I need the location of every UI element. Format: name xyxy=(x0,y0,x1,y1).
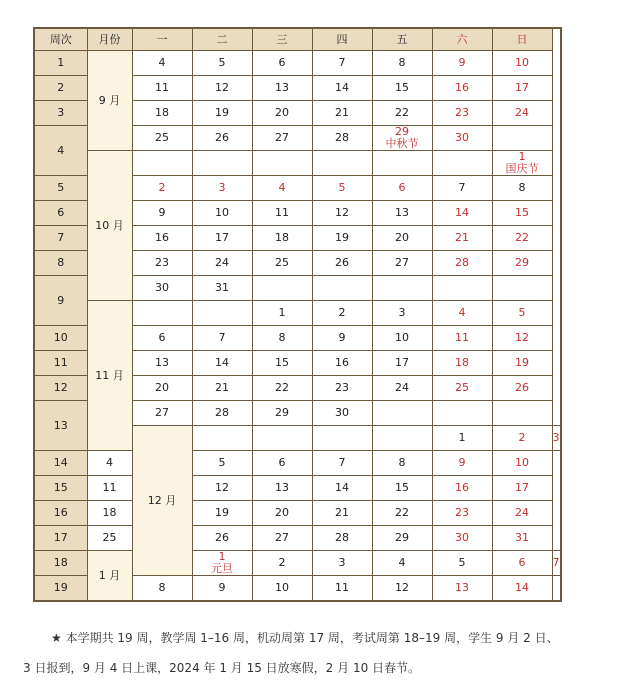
day-cell: 27 xyxy=(372,251,432,276)
day-cell: 11 xyxy=(87,476,132,501)
day-cell: 3 xyxy=(312,551,372,576)
day-cell xyxy=(192,426,252,451)
day-cell: 29 xyxy=(252,401,312,426)
day-cell: 25 xyxy=(252,251,312,276)
day-cell: 2 xyxy=(132,176,192,201)
day-cell: 23 xyxy=(132,251,192,276)
day-cell: 6 xyxy=(132,326,192,351)
day-cell: 19 xyxy=(192,501,252,526)
header-wed: 三 xyxy=(252,28,312,51)
day-cell: 25 xyxy=(87,526,132,551)
day-cell: 2 xyxy=(312,301,372,326)
calendar-title xyxy=(0,0,631,6)
semester-note-line-1: ★ 本学期共 19 周，教学周 1–16 周，机动周第 17 周，考试周第 18–19 周，学生 9 月 2 日、 xyxy=(51,631,559,645)
day-cell: 21 xyxy=(432,226,492,251)
day-cell: 20 xyxy=(252,501,312,526)
day-cell: 22 xyxy=(252,376,312,401)
day-cell: 30 xyxy=(132,276,192,301)
day-cell: 19 xyxy=(492,351,552,376)
header-row xyxy=(34,28,561,51)
holiday-name: 元旦 xyxy=(211,562,233,575)
day-cell: 7 xyxy=(192,326,252,351)
day-cell: 6 xyxy=(372,176,432,201)
day-cell: 28 xyxy=(312,126,372,151)
day-cell: 14 xyxy=(312,476,372,501)
day-cell: 15 xyxy=(492,201,552,226)
day-cell xyxy=(192,301,252,326)
day-cell xyxy=(372,401,432,426)
day-cell: 31 xyxy=(192,276,252,301)
header-week: 周次 xyxy=(34,28,87,51)
day-cell: 7 xyxy=(312,51,372,76)
semester-note-line-2: 3 日报到，9 月 4 日上课，2024 年 1 月 15 日放寒假，2 月 10 日春节。 xyxy=(23,661,421,675)
week-number: 10 xyxy=(34,326,87,351)
day-cell: 15 xyxy=(372,476,432,501)
holiday-date: 1 xyxy=(518,150,526,163)
day-cell: 18 xyxy=(87,501,132,526)
day-cell: 27 xyxy=(252,126,312,151)
day-cell xyxy=(252,151,312,176)
day-cell: 23 xyxy=(432,501,492,526)
week-number: 1 xyxy=(34,51,87,76)
day-cell: 6 xyxy=(252,51,312,76)
header-sun: 日 xyxy=(492,28,552,51)
day-cell: 20 xyxy=(132,376,192,401)
day-cell: 12 xyxy=(192,76,252,101)
day-cell: 3 xyxy=(192,176,252,201)
day-cell xyxy=(132,151,192,176)
day-cell: 21 xyxy=(192,376,252,401)
day-cell: 15 xyxy=(252,351,312,376)
day-cell: 16 xyxy=(432,476,492,501)
day-cell: 17 xyxy=(492,476,552,501)
day-cell: 9 xyxy=(432,451,492,476)
table-row xyxy=(34,476,561,501)
day-cell: 21 xyxy=(312,101,372,126)
day-cell: 16 xyxy=(432,76,492,101)
day-cell xyxy=(252,426,312,451)
day-cell xyxy=(492,276,552,301)
day-cell: 8 xyxy=(492,176,552,201)
table-row xyxy=(34,526,561,551)
day-cell: 14 xyxy=(492,576,552,602)
week-number: 8 xyxy=(34,251,87,276)
holiday-date: 29 xyxy=(395,125,409,138)
day-cell xyxy=(372,276,432,301)
day-cell: 14 xyxy=(192,351,252,376)
day-cell: 26 xyxy=(192,526,252,551)
day-cell: 26 xyxy=(492,376,552,401)
day-cell: 16 xyxy=(132,226,192,251)
week-number: 13 xyxy=(34,401,87,451)
day-cell: 6 xyxy=(492,551,552,576)
day-cell: 29 xyxy=(492,251,552,276)
month-label-dec: 12 月 xyxy=(132,426,192,576)
day-cell: 14 xyxy=(312,76,372,101)
day-cell: 22 xyxy=(492,226,552,251)
day-cell: 26 xyxy=(192,126,252,151)
day-cell: 30 xyxy=(312,401,372,426)
day-cell: 25 xyxy=(132,126,192,151)
day-cell: 28 xyxy=(192,401,252,426)
day-cell: 21 xyxy=(312,501,372,526)
day-cell: 11 xyxy=(132,76,192,101)
day-cell: 13 xyxy=(252,476,312,501)
week-number: 2 xyxy=(34,76,87,101)
day-cell: 18 xyxy=(252,226,312,251)
day-cell: 10 xyxy=(252,576,312,602)
header-sat: 六 xyxy=(432,28,492,51)
day-cell: 6 xyxy=(252,451,312,476)
month-label-sep: 9 月 xyxy=(87,51,132,151)
table-row xyxy=(34,451,561,476)
holiday-date: 1 xyxy=(218,550,226,563)
day-cell: 8 xyxy=(132,576,192,602)
month-label-nov: 11 月 xyxy=(87,301,132,451)
week-number: 14 xyxy=(34,451,87,476)
day-cell: 8 xyxy=(252,326,312,351)
day-cell xyxy=(432,401,492,426)
header-mon: 一 xyxy=(132,28,192,51)
day-cell: 12 xyxy=(492,326,552,351)
day-cell: 11 xyxy=(312,576,372,602)
day-cell: 13 xyxy=(252,76,312,101)
day-cell: 7 xyxy=(432,176,492,201)
week-number: 9 xyxy=(34,276,87,326)
day-cell: 24 xyxy=(372,376,432,401)
header-tue: 二 xyxy=(192,28,252,51)
day-cell: 20 xyxy=(372,226,432,251)
day-cell: 30 xyxy=(432,526,492,551)
week-number: 5 xyxy=(34,176,87,201)
day-cell: 15 xyxy=(372,76,432,101)
day-cell: 30 xyxy=(432,126,492,151)
day-cell xyxy=(312,276,372,301)
day-cell: 26 xyxy=(312,251,372,276)
day-cell: 12 xyxy=(372,576,432,602)
day-cell: 7 xyxy=(552,551,561,576)
day-cell: 19 xyxy=(312,226,372,251)
day-cell: 10 xyxy=(192,201,252,226)
week-number: 6 xyxy=(34,201,87,226)
month-label-oct: 10 月 xyxy=(87,151,132,301)
day-cell: 27 xyxy=(132,401,192,426)
month-label-jan: 1 月 xyxy=(87,551,132,602)
day-cell: 5 xyxy=(192,51,252,76)
day-cell: 9 xyxy=(432,51,492,76)
day-cell xyxy=(372,151,432,176)
day-cell: 23 xyxy=(432,101,492,126)
day-cell: 4 xyxy=(372,551,432,576)
day-cell: 11 xyxy=(252,201,312,226)
day-cell: 18 xyxy=(432,351,492,376)
holiday-name: 中秋节 xyxy=(385,137,419,150)
day-cell: 4 xyxy=(252,176,312,201)
day-cell: 23 xyxy=(312,376,372,401)
day-cell: 5 xyxy=(312,176,372,201)
day-cell: 18 xyxy=(132,101,192,126)
day-cell: 28 xyxy=(432,251,492,276)
day-cell: 12 xyxy=(312,201,372,226)
day-cell xyxy=(192,151,252,176)
day-cell: 24 xyxy=(192,251,252,276)
day-cell: 1 xyxy=(432,426,492,451)
day-cell: 7 xyxy=(312,451,372,476)
table-row xyxy=(34,51,561,76)
day-cell xyxy=(252,276,312,301)
day-cell: 29 xyxy=(372,526,432,551)
day-cell: 5 xyxy=(432,551,492,576)
holiday-cell-mid-autumn xyxy=(372,126,432,151)
day-cell xyxy=(432,276,492,301)
day-cell: 19 xyxy=(192,101,252,126)
day-cell: 5 xyxy=(492,301,552,326)
day-cell: 17 xyxy=(372,351,432,376)
day-cell: 2 xyxy=(492,426,552,451)
day-cell: 28 xyxy=(312,526,372,551)
day-cell: 24 xyxy=(492,501,552,526)
day-cell: 17 xyxy=(492,76,552,101)
day-cell: 22 xyxy=(372,101,432,126)
day-cell xyxy=(132,301,192,326)
day-cell: 9 xyxy=(132,201,192,226)
holiday-cell-national-day xyxy=(492,151,552,176)
header-fri: 五 xyxy=(372,28,432,51)
header-thu: 四 xyxy=(312,28,372,51)
day-cell: 8 xyxy=(372,451,432,476)
day-cell: 4 xyxy=(132,51,192,76)
school-calendar-table xyxy=(33,27,562,602)
week-number: 7 xyxy=(34,226,87,251)
day-cell: 4 xyxy=(87,451,132,476)
week-number: 17 xyxy=(34,526,87,551)
day-cell xyxy=(372,426,432,451)
day-cell: 13 xyxy=(432,576,492,602)
holiday-name: 国庆节 xyxy=(505,162,539,175)
day-cell xyxy=(432,151,492,176)
day-cell: 1 xyxy=(252,301,312,326)
table-row xyxy=(34,551,561,576)
table-row xyxy=(34,301,561,326)
day-cell: 10 xyxy=(372,326,432,351)
day-cell: 12 xyxy=(192,476,252,501)
week-number: 4 xyxy=(34,126,87,176)
week-number: 19 xyxy=(34,576,87,602)
day-cell: 5 xyxy=(192,451,252,476)
day-cell: 17 xyxy=(192,226,252,251)
day-cell: 22 xyxy=(372,501,432,526)
day-cell: 20 xyxy=(252,101,312,126)
day-cell: 24 xyxy=(492,101,552,126)
day-cell: 10 xyxy=(492,451,552,476)
week-number: 3 xyxy=(34,101,87,126)
week-number: 16 xyxy=(34,501,87,526)
day-cell xyxy=(312,151,372,176)
day-cell: 3 xyxy=(552,426,561,451)
day-cell: 2 xyxy=(252,551,312,576)
day-cell xyxy=(492,126,552,151)
day-cell: 14 xyxy=(432,201,492,226)
day-cell: 31 xyxy=(492,526,552,551)
day-cell: 3 xyxy=(372,301,432,326)
day-cell: 27 xyxy=(252,526,312,551)
holiday-cell-new-year xyxy=(192,551,252,576)
week-number: 15 xyxy=(34,476,87,501)
day-cell: 25 xyxy=(432,376,492,401)
header-month: 月份 xyxy=(87,28,132,51)
week-number: 18 xyxy=(34,551,87,576)
day-cell: 11 xyxy=(432,326,492,351)
day-cell xyxy=(492,401,552,426)
week-number: 11 xyxy=(34,351,87,376)
day-cell: 16 xyxy=(312,351,372,376)
day-cell: 9 xyxy=(312,326,372,351)
week-number: 12 xyxy=(34,376,87,401)
day-cell: 10 xyxy=(492,51,552,76)
table-row xyxy=(34,151,561,176)
day-cell: 9 xyxy=(192,576,252,602)
day-cell: 13 xyxy=(132,351,192,376)
table-row xyxy=(34,501,561,526)
day-cell: 8 xyxy=(372,51,432,76)
day-cell xyxy=(312,426,372,451)
day-cell: 13 xyxy=(372,201,432,226)
day-cell: 4 xyxy=(432,301,492,326)
